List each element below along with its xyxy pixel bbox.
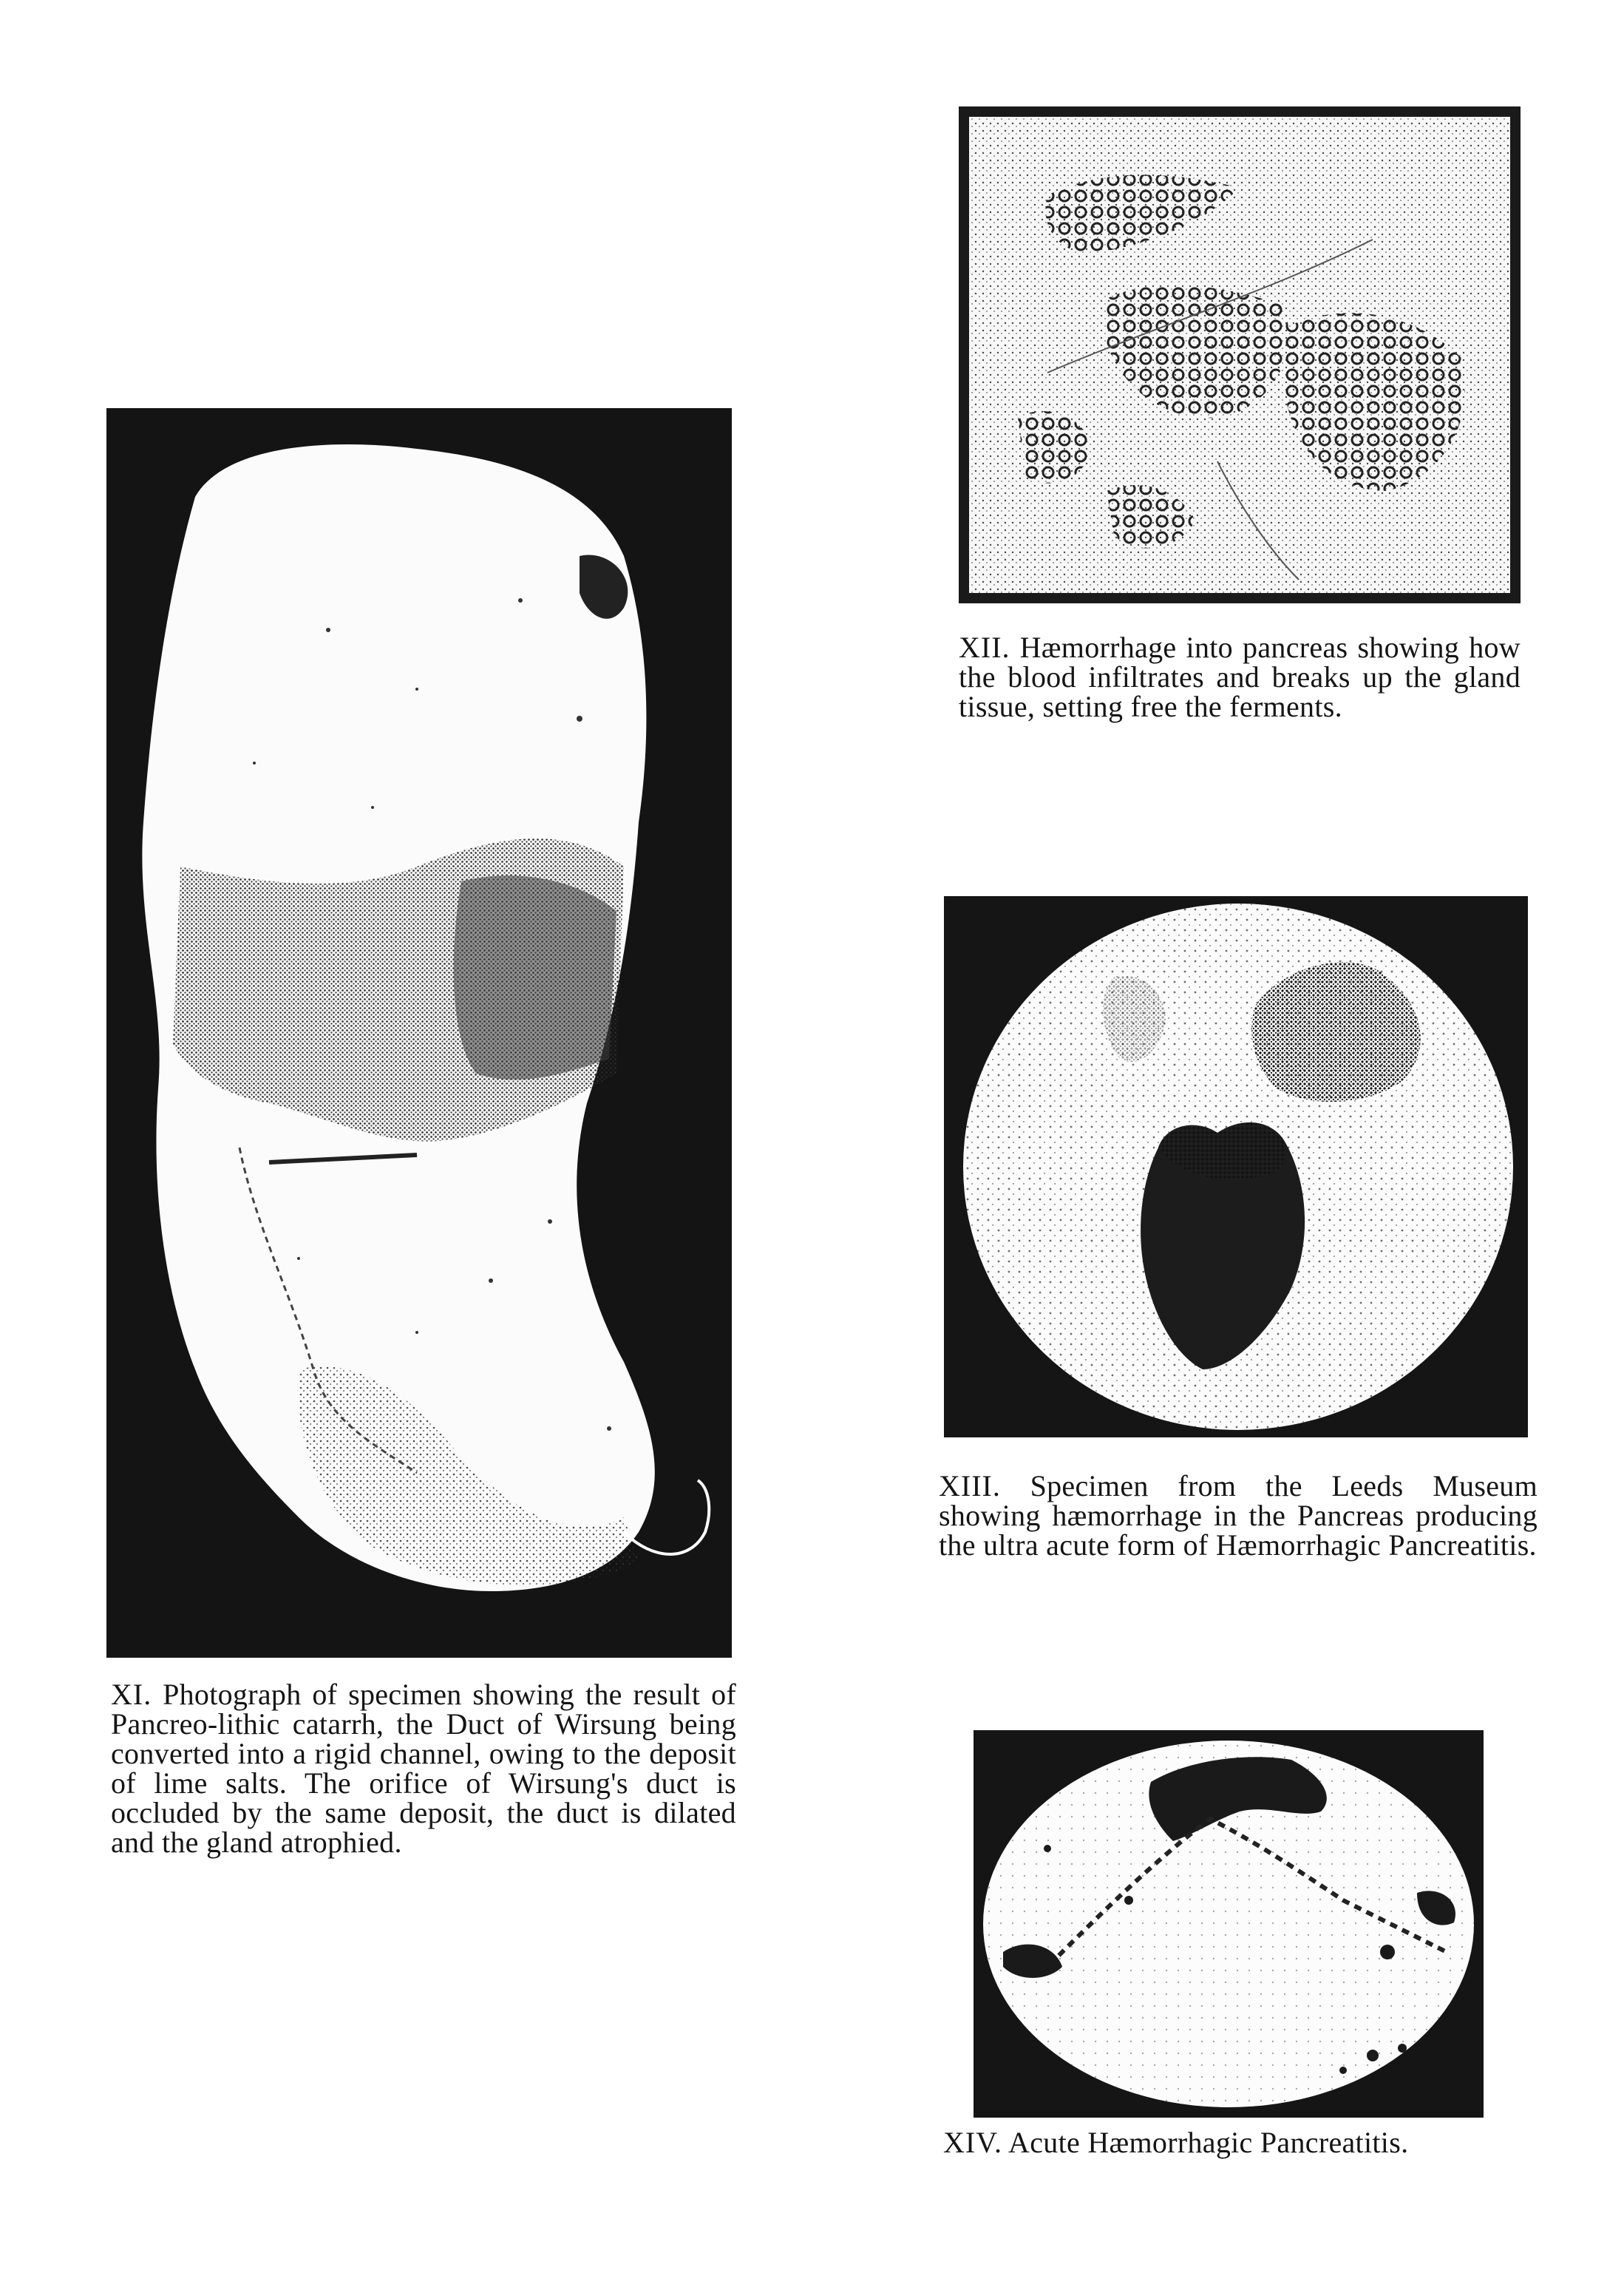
- figure-xi-photograph: [106, 408, 732, 1658]
- figure-number-xiii: XIII.: [939, 1469, 1001, 1502]
- caption-figure-xii: [959, 633, 1521, 722]
- caption-text-xii: Hæmorrhage into pancreas showing how the blood infiltrates and breaks up the gland tissue, setting free the ferments.: [959, 631, 1521, 723]
- caption-text-xiv: Acute Hæmorrhagic Pancreatitis.: [1008, 2126, 1409, 2159]
- specimen-xiii-image: [944, 896, 1528, 1437]
- figure-xiv-specimen: [974, 1730, 1484, 2118]
- caption-figure-xiv: [943, 2128, 1542, 2158]
- figure-number-xi: XI.: [111, 1678, 152, 1711]
- specimen-xiv-image: [974, 1730, 1484, 2118]
- figure-xiii-specimen: [944, 896, 1528, 1437]
- caption-text-xi: Photograph of specimen showing the result of Pancreo-lithic catarrh, the Duct of Wirsung being converted into a rigid channel, owing to the deposit of lime salts. The orifice of Wirsung's duct is occluded by the same deposit, the duct is dilated and the gland atrophied.: [111, 1678, 736, 1859]
- micrograph-xii-image: [959, 106, 1521, 603]
- caption-figure-xiii: [939, 1471, 1538, 1560]
- figure-xii-micrograph: [959, 106, 1521, 603]
- specimen-xi-image: [106, 408, 732, 1658]
- figure-number-xiv: XIV.: [943, 2126, 1002, 2159]
- caption-figure-xi: [111, 1680, 736, 1857]
- caption-text-xiii: Specimen from the Leeds Museum showing hæmorrhage in the Pancreas producing the ultra acute form of Hæmorrhagic Pancreatitis.: [939, 1469, 1538, 1562]
- figure-number-xii: XII.: [959, 631, 1010, 664]
